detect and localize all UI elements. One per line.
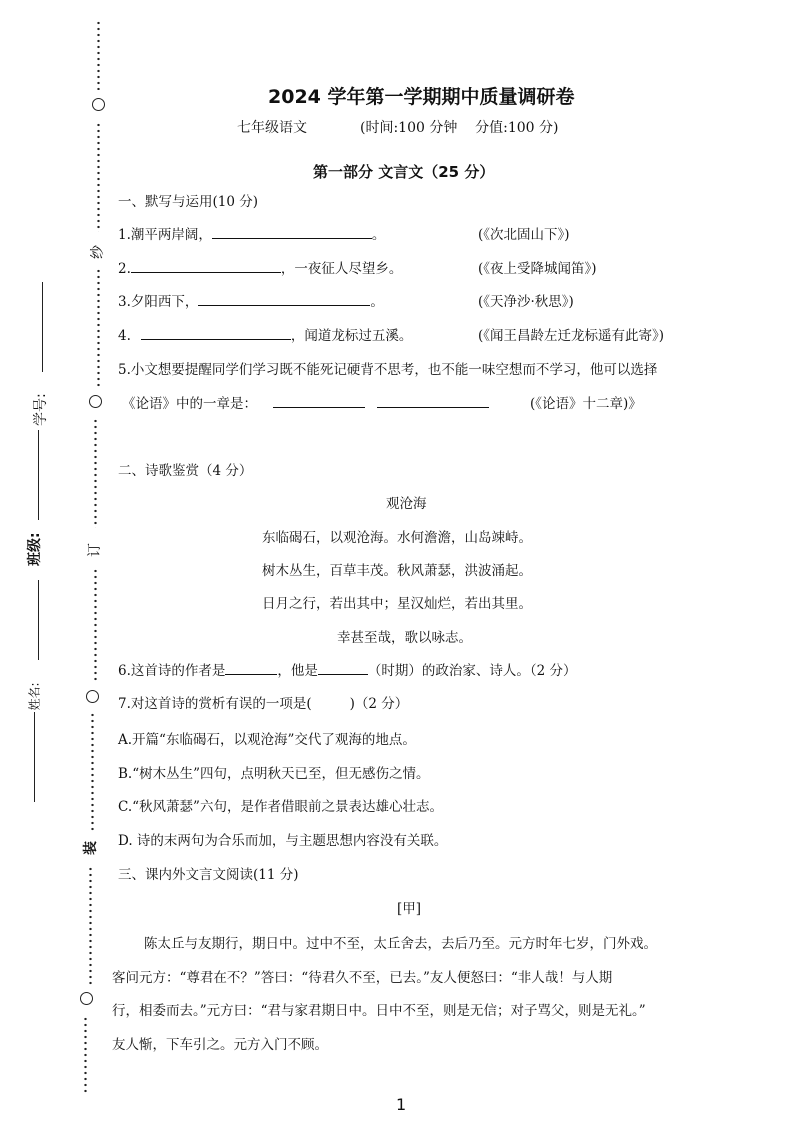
q5-source: (《论语》十二章)》 xyxy=(530,396,642,412)
dotted-line xyxy=(84,1016,87,1094)
passage-line: 客问元方：“尊君在不？”答曰：“待君久不至，已去。”友人便怒曰：“非人哉！与人期 xyxy=(112,970,613,986)
time-score-info: (时间:100 分钟 分值:100 分) xyxy=(360,120,559,136)
question-1 xyxy=(118,223,385,243)
question-2 xyxy=(118,257,402,277)
q3-suffix: 。 xyxy=(370,294,384,310)
q7-option-b: B.“树木丛生”四句，点明秋天已至，但无感伤之情。 xyxy=(118,766,430,782)
q1-source: (《次北固山下》) xyxy=(478,227,570,243)
q7-stem-prefix: 7.对这首诗的赏析有误的一项是( xyxy=(118,696,312,712)
question-5-line2 xyxy=(122,392,489,412)
question-7-stem xyxy=(118,692,408,712)
q5-prefix: 《论语》中的一章是： xyxy=(122,396,257,412)
q5-answer-blank-1[interactable] xyxy=(273,393,365,408)
passage-line: 友人惭，下车引之。元方入门不顾。 xyxy=(112,1037,328,1053)
poem-line: 日月之行，若出其中；星汉灿烂，若出其里。 xyxy=(262,596,532,612)
q6-author-blank[interactable] xyxy=(225,660,277,675)
q1-prefix: 1.潮平两岸阔， xyxy=(118,227,212,243)
passage-line: 陈太丘与友期行，期日中。过中不至，太丘舍去，去后乃至。元方时年七岁，门外戏。 xyxy=(144,936,657,952)
section1-heading: 一、默写与运用(10 分) xyxy=(118,194,259,210)
q7-option-d: D. 诗的末两句为合乐而加，与主题思想内容没有关联。 xyxy=(118,833,448,849)
section2-heading: 二、诗歌鉴赏（4 分） xyxy=(118,463,253,479)
name-label: 姓名: xyxy=(27,682,42,711)
q4-prefix: 4. xyxy=(118,328,131,344)
q2-prefix: 2. xyxy=(118,261,131,277)
student-id-line xyxy=(42,282,43,372)
q7-stem-suffix: )（2 分） xyxy=(349,696,409,712)
page-number: 1 xyxy=(396,1095,407,1114)
poem-line: 幸甚至哉，歌以咏志。 xyxy=(337,630,472,646)
student-id-label: 学号: xyxy=(33,393,49,426)
q6-period-blank[interactable] xyxy=(318,660,368,675)
q6-prefix: 6.这首诗的作者是 xyxy=(118,663,226,679)
binding-char: 纱 xyxy=(90,245,106,259)
binding-char: 订 xyxy=(87,543,103,557)
question-5-line1: 5.小文想要提醒同学们学习既不能死记硬背不思考，也不能一味空想而不学习，他可以选择 xyxy=(118,362,658,378)
q3-answer-blank[interactable] xyxy=(198,291,370,306)
q3-prefix: 3.夕阳西下， xyxy=(118,294,199,310)
dotted-line xyxy=(97,268,100,388)
q1-suffix: 。 xyxy=(371,227,386,243)
binding-hole-mark xyxy=(86,690,99,703)
binding-char: 装 xyxy=(83,841,99,855)
part1-heading: 第一部分 文言文（25 分） xyxy=(313,163,495,181)
dotted-line xyxy=(89,866,92,986)
q2-suffix: ，一夜征人尽望乡。 xyxy=(280,261,403,277)
dotted-line xyxy=(94,418,97,528)
class-line-lower xyxy=(38,580,39,660)
binding-hole-mark xyxy=(92,98,105,111)
section3-heading: 三、课内外文言文阅读(11 分) xyxy=(118,867,299,883)
q4-source: (《闻王昌龄左迁龙标遥有此寄》) xyxy=(478,328,665,344)
poem-line: 东临碣石，以观沧海。水何澹澹，山岛竦峙。 xyxy=(262,530,532,546)
dotted-line xyxy=(91,712,94,832)
poem-title: 观沧海 xyxy=(386,496,427,512)
class-line xyxy=(38,430,39,520)
exam-title: 2024 学年第一学期期中质量调研卷 xyxy=(268,86,575,108)
grade-subject: 七年级语文 xyxy=(237,120,307,136)
question-6 xyxy=(118,659,577,679)
q6-mid: ，他是 xyxy=(277,663,318,679)
binding-hole-mark xyxy=(89,395,102,408)
dotted-line xyxy=(94,568,97,683)
name-line xyxy=(34,712,35,802)
q7-option-a: A.开篇“东临碣石，以观沧海”交代了观海的地点。 xyxy=(118,732,416,748)
q7-option-c: C.“秋风萧瑟”六句，是作者借眼前之景表达雄心壮志。 xyxy=(118,799,443,815)
class-label: 班级: xyxy=(27,532,43,566)
q2-answer-blank[interactable] xyxy=(131,258,281,273)
q4-suffix: ，闻道龙标过五溪。 xyxy=(290,328,413,344)
poem-line: 树木丛生，百草丰茂。秋风萧瑟，洪波涌起。 xyxy=(262,563,532,579)
q1-answer-blank[interactable] xyxy=(212,224,372,239)
dotted-line xyxy=(97,20,100,90)
q4-answer-blank[interactable] xyxy=(141,325,291,340)
passage-line: 行，相委而去。”元方曰：“君与家君期日中。日中不至，则是无信；对子骂父，则是无礼。” xyxy=(112,1003,646,1019)
q5-answer-blank-2[interactable] xyxy=(377,393,489,408)
dotted-line xyxy=(97,122,100,232)
q6-suffix: （时期）的政治家、诗人。（2 分） xyxy=(367,663,577,679)
passage-label: [甲] xyxy=(397,901,422,917)
q3-source: (《天净沙·秋思》) xyxy=(478,294,574,310)
question-4 xyxy=(118,324,412,344)
q2-source: (《夜上受降城闻笛》) xyxy=(478,261,597,277)
question-3 xyxy=(118,290,384,310)
binding-hole-mark xyxy=(80,992,93,1005)
